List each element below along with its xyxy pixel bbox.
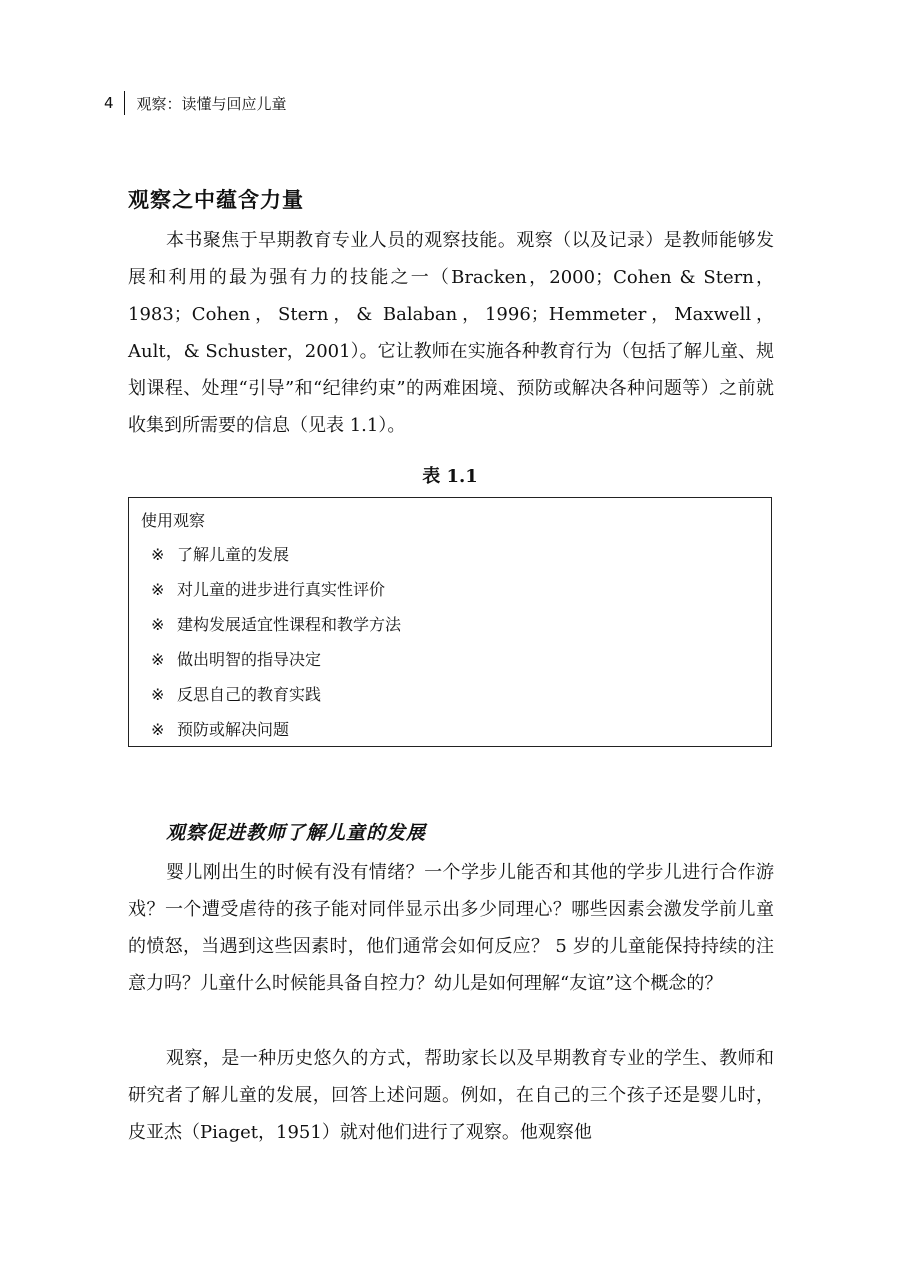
list-item-text: 建构发展适宜性课程和教学方法 [177, 615, 402, 634]
subsection-title: 观察促进教师了解儿童的发展 [166, 822, 427, 844]
list-item-text: 对儿童的进步进行真实性评价 [177, 580, 386, 599]
body-paragraph: 婴儿刚出生的时候有没有情绪？一个学步儿能否和其他的学步儿进行合作游戏？一个遭受虐待的孩子能对同伴显示出多少同理心？哪些因素会激发学前儿童的愤怒，当遇到这些因素时，他们通常会如何反应？ 5 岁的儿童能保持持续的注意力吗？儿童什么时候能具备自控力？幼儿是如何理解“友谊”这个概念的？ [128, 862, 774, 994]
observation-uses-box [128, 497, 772, 747]
list-item [151, 612, 401, 635]
body-paragraph: 观察，是一种历史悠久的方式，帮助家长以及早期教育专业的学生、教师和研究者了解儿童的发展，回答上述问题。例如，在自己的三个孩子还是婴儿时，皮亚杰（Piaget，1951）就对他们进行了观察。他观察他 [128, 1048, 774, 1143]
reference-mark-icon: ※ [151, 545, 165, 564]
reference-mark-icon: ※ [151, 720, 165, 739]
reference-mark-icon: ※ [151, 650, 165, 669]
reference-mark-icon: ※ [151, 580, 165, 599]
table-caption: 表 1.1 [422, 466, 478, 487]
list-item [151, 647, 321, 670]
list-item [151, 577, 385, 600]
page-number: 4 [104, 94, 114, 112]
section-title: 观察之中蕴含力量 [128, 188, 304, 212]
body-paragraph: 本书聚焦于早期教育专业人员的观察技能。观察（以及记录）是教师能够发展和利用的最为强有力的技能之一（Bracken，2000；Cohen & Stern，1983；Cohen，Stern，& Balaban，1996；Hemmeter，Maxwell，Ault，& Schuster，2001）。它让教师在实施各种教育行为（包括了解儿童、规划课程、处理“引导”和“纪律约束”的两难困境、预防或解决各种问题等）之前就收集到所需要的信息（见表 1.1）。 [128, 230, 774, 436]
reference-mark-icon: ※ [151, 685, 165, 704]
reference-mark-icon: ※ [151, 615, 165, 634]
list-item-text: 了解儿童的发展 [177, 545, 290, 564]
list-item [151, 682, 321, 705]
list-item-text: 预防或解决问题 [177, 720, 290, 739]
list-item [151, 717, 289, 740]
list-item [151, 542, 289, 565]
running-header [104, 88, 287, 118]
list-item-text: 做出明智的指导决定 [177, 650, 322, 669]
header-divider [124, 91, 125, 115]
running-title: 观察：读懂与回应儿童 [136, 94, 287, 113]
box-title: 使用观察 [141, 511, 206, 530]
list-item-text: 反思自己的教育实践 [177, 685, 322, 704]
